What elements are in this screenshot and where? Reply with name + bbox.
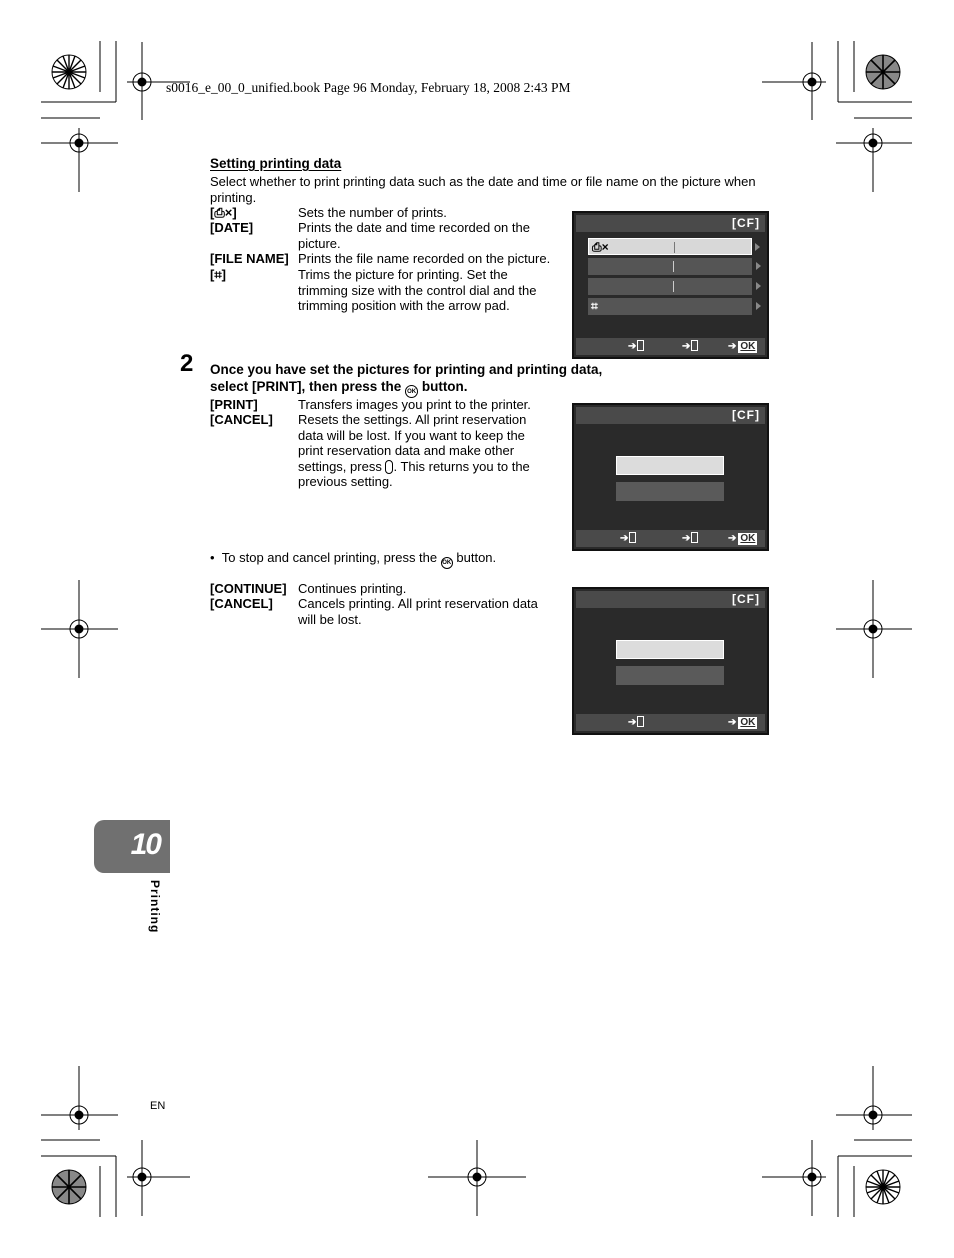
nav-updown-icon: ➔	[682, 531, 698, 546]
ok-button-icon: OK	[405, 385, 418, 398]
def-date: Prints the date and time recorded on the picture.	[298, 220, 530, 251]
nav-ok-icon: ➔ OK	[728, 341, 756, 352]
screen-header	[576, 215, 765, 232]
def-cancel: Resets the settings. All print reservation data will be lost. If you want to keep the print reservation data and make other settings, press . This returns you to the previous setting.	[298, 412, 530, 489]
def-continue: Continues printing.	[298, 581, 407, 596]
nav-updown-icon: ➔	[628, 715, 644, 730]
term-file-name: [FILE NAME]	[210, 251, 289, 266]
term-prints: [⎙×]	[210, 205, 237, 220]
arrow-right-icon	[756, 262, 761, 270]
arrow-right-icon	[755, 243, 760, 251]
menu-row-file-name[interactable]	[588, 278, 752, 295]
term-continue: [CONTINUE]	[210, 581, 287, 596]
term-print: [PRINT]	[210, 397, 258, 412]
arrow-right-icon	[756, 282, 761, 290]
arrow-right-icon	[756, 302, 761, 310]
term-cancel-printing: [CANCEL]	[210, 596, 273, 611]
option-cancel[interactable]	[616, 666, 724, 685]
def-trim: Trims the picture for printing. Set the trimming size with the control dial and the trimming position with the arrow pad.	[298, 267, 537, 313]
menu-row-date[interactable]	[588, 258, 752, 275]
def-file-name: Prints the file name recorded on the picture.	[298, 251, 551, 266]
language-code: EN	[150, 1100, 166, 1112]
menu-row-prints[interactable]	[588, 238, 752, 255]
def-prints: Sets the number of prints.	[298, 205, 447, 220]
prints-icon: ⎙×	[592, 240, 609, 254]
term-trim: [⌗]	[210, 267, 226, 282]
chapter-label: Printing	[148, 880, 162, 934]
cf-card-label: [CF]	[732, 216, 760, 230]
option-continue[interactable]	[616, 640, 724, 659]
chapter-number: 10	[130, 828, 160, 861]
nav-updown-icon: ➔	[628, 339, 644, 354]
screen-header	[576, 591, 765, 608]
step-heading: Once you have set the pictures for printing and printing data, select [PRINT], then press the OK button.	[210, 361, 610, 398]
screen-footer	[576, 714, 765, 731]
nav-left-icon: ➔	[620, 531, 636, 546]
option-cancel[interactable]	[616, 482, 724, 501]
bullet-stop-printing: • To stop and cancel printing, press the OK button.	[210, 550, 550, 569]
screen-header	[576, 407, 765, 424]
option-print[interactable]	[616, 456, 724, 475]
file-header: s0016_e_00_0_unified.book Page 96 Monday, February 18, 2008 2:43 PM	[166, 80, 571, 95]
cf-card-label: [CF]	[732, 408, 760, 422]
screen-footer	[576, 338, 765, 355]
screen-print-data	[572, 211, 769, 359]
screen-print-cancel	[572, 403, 769, 551]
screen-continue-cancel	[572, 587, 769, 735]
cf-card-label: [CF]	[732, 592, 760, 606]
term-cancel: [CANCEL]	[210, 412, 273, 427]
ok-button-icon: OK	[441, 557, 453, 569]
def-cancel-printing: Cancels printing. All print reservation data will be lost.	[298, 596, 538, 627]
trim-icon: ⌗	[591, 299, 598, 313]
def-print: Transfers images you print to the printer.	[298, 397, 531, 412]
chapter-tab	[94, 820, 170, 873]
screen-footer	[576, 530, 765, 547]
term-date: [DATE]	[210, 220, 254, 235]
menu-row-trim[interactable]	[588, 298, 752, 315]
section-title: Setting printing data	[210, 156, 342, 171]
nav-ok-icon: ➔ OK	[728, 717, 756, 728]
step-number: 2	[180, 350, 194, 377]
section-intro: Select whether to print printing data such as the date and time or file name on the picture when printing.	[210, 174, 756, 205]
nav-right-icon: ➔	[682, 339, 698, 354]
nav-ok-icon: ➔ OK	[728, 533, 756, 544]
